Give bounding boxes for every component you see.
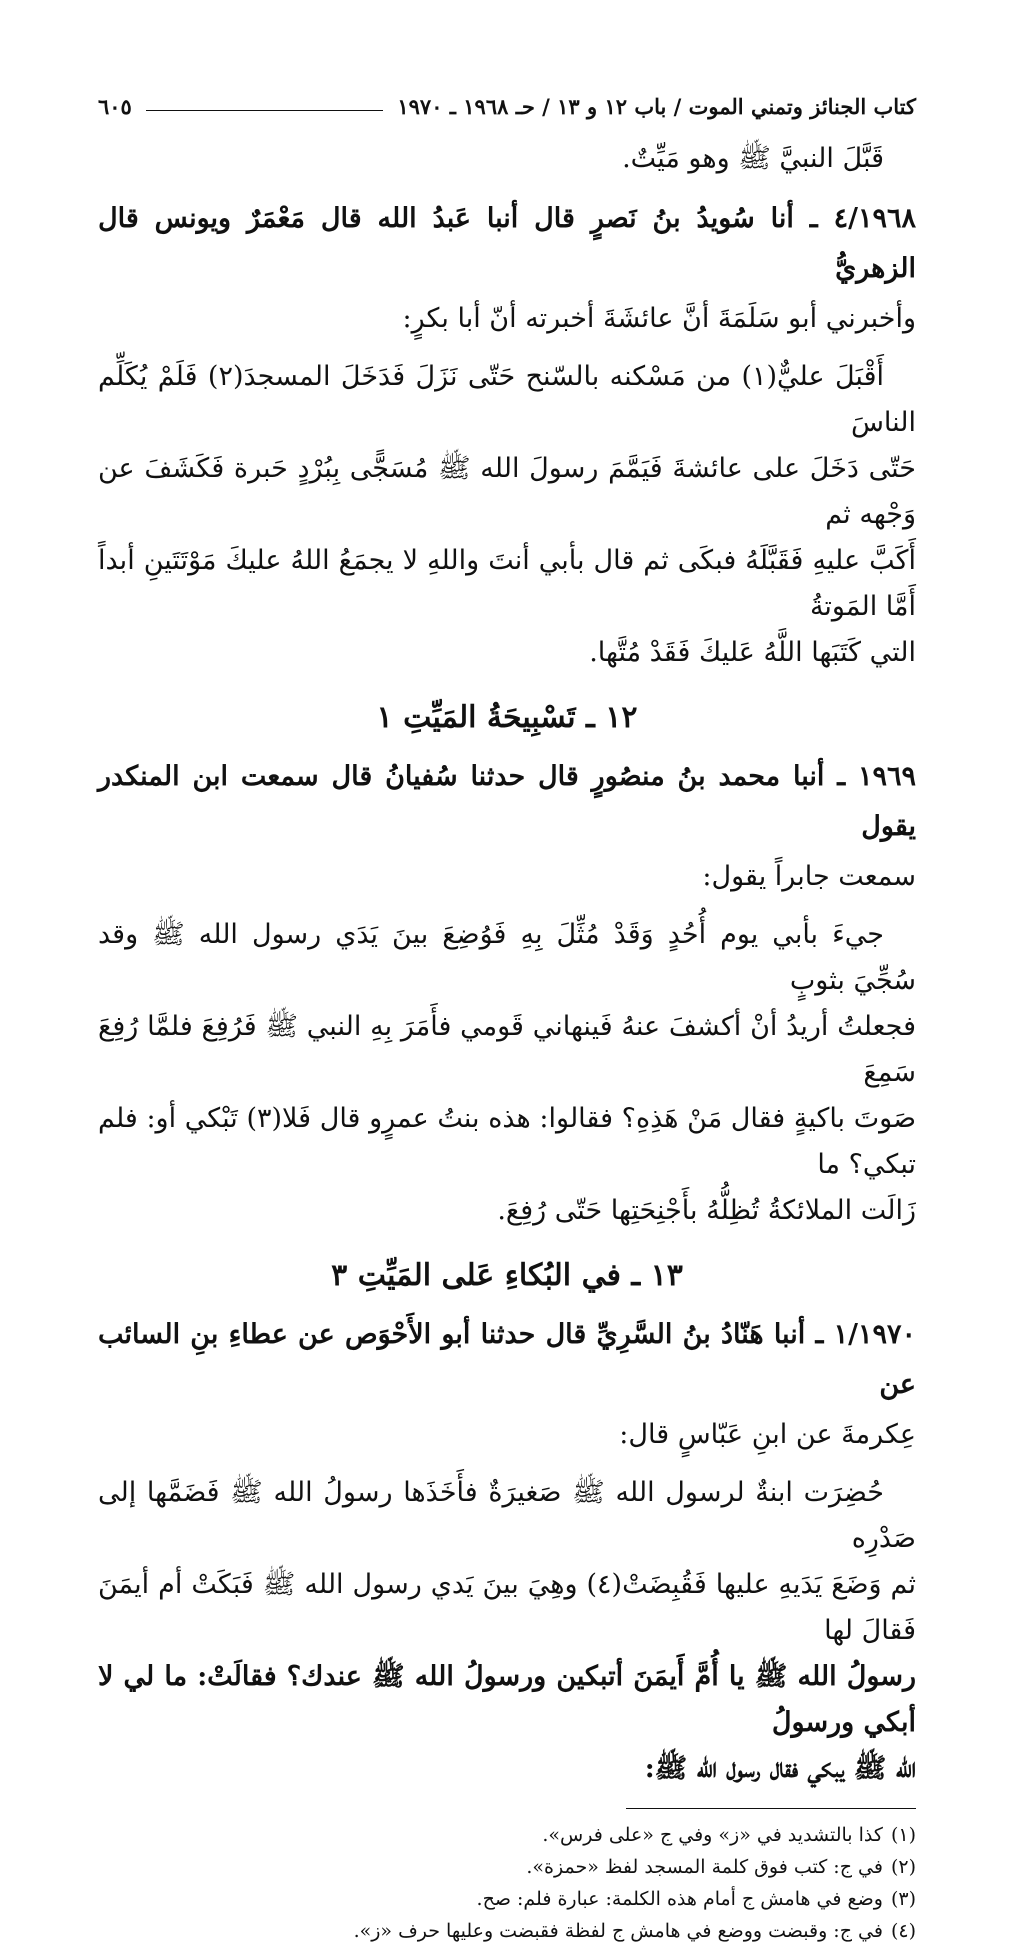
hadith-1968-text	[98, 354, 916, 676]
hadith-1969-text-line: صَوتَ باكيةٍ فقال مَنْ هَذِهِ؟ فقالوا: هذه بنتُ عمرٍو قال فَلا(٣) تَبْكي أو: فلم تبكي؟ ما	[98, 1103, 917, 1180]
hadith-1970-line: عِكرمةَ عن ابنِ عَبّاسٍ قال:	[619, 1419, 916, 1450]
footnote-number: (٢)	[890, 1856, 916, 1878]
hadith-1970-line: ١/١٩٧٠ ـ أنبا هَنّادُ بنُ السَّرِيِّ قال حدثنا أبو الأَحْوَص عن عطاءِ بنِ السائب عن	[98, 1319, 916, 1400]
hadith-1969-text-line: جيءَ بأبي يوم أُحُدٍ وَقَدْ مُثِّلَ بِهِ فَوُضِعَ بينَ يَدَي رسول الله ﷺ وقد سُجِّيَ بثوبٍ	[98, 919, 916, 996]
hadith-1969-line: سمعت جابراً يقول:	[702, 861, 916, 892]
footnote-text: كذا بالتشديد في «ز» وفي ج «على فرس».	[542, 1824, 883, 1846]
hadith-1970-isnad	[98, 1310, 916, 1460]
hadith-1968-text-line: التي كَتَبَها اللَّهُ عَليكَ فَقَدْ مُتَّها.	[589, 637, 916, 668]
hadith-1969-text	[98, 912, 916, 1234]
hadith-1968-line: وأخبرني أبو سَلَمَةَ أنَّ عائشَةَ أخبرته أنّ أبا بكرٍ:	[402, 303, 916, 334]
footnotes	[98, 1819, 916, 1947]
hadith-1969-text-line: فجعلتُ أريدُ أنْ أكشفَ عنهُ فَينهاني قَومي فأَمَرَ بِهِ النبي ﷺ فَرُفِعَ فلمَّا رُفِعَ سَمِعَ	[98, 1011, 916, 1088]
footnote-item	[98, 1851, 916, 1883]
hadith-1968-text-line: حَتّى دَخَلَ على عائشةَ فَيَمَّمَ رسولَ الله ﷺ مُسَجًّى بِبُرْدٍ حَبرة فَكَشَفَ عن وَجْهه ثم	[98, 453, 916, 530]
hadith-1968-line: ٤/١٩٦٨ ـ أنا سُويدُ بنُ نَصرٍ قال أنبا عَبدُ الله قال مَعْمَرٌ ويونس قال الزهريُّ	[98, 203, 916, 284]
footnotes-divider	[626, 1808, 916, 1809]
hadith-1969-text-line: زَالَت الملائكةُ تُظِلُّهُ بأَجْنِحَتِها حَتّى رُفِعَ.	[497, 1195, 916, 1226]
running-header	[98, 88, 916, 124]
running-header-title: كتاب الجنائز وتمني الموت / باب ١٢ و ١٣ / حـ ١٩٦٨ ـ ١٩٧٠	[397, 93, 916, 119]
footnote-text: في ج: وقبضت ووضع في هامش ج لفظة فقبضت وعليها حرف «ز».	[353, 1920, 883, 1942]
chapter-heading-13: ١٣ ـ في البُكاءِ عَلى المَيِّتِ ٣	[331, 1258, 683, 1293]
footnote-text: في ج: كتب فوق كلمة المسجد لفظ «حمزة».	[526, 1856, 883, 1878]
footnote-number: (٣)	[890, 1888, 916, 1910]
footnote-item	[98, 1883, 916, 1915]
hadith-1968-isnad	[98, 194, 916, 344]
header-rule	[146, 110, 384, 111]
footnote-number: (١)	[890, 1824, 916, 1846]
hadith-1970-text-line: الله ﷺ يبكي فقال رسول الله ﷺ:	[644, 1753, 916, 1784]
hadith-1970-text	[98, 1470, 916, 1792]
book-page	[98, 88, 916, 1947]
footnote-item	[98, 1819, 916, 1851]
footnote-text: وضع في هامش ج أمام هذه الكلمة: عبارة فلم: صح.	[476, 1888, 883, 1910]
footnote-number: (٤)	[890, 1920, 916, 1942]
continuation-line: قَبَّلَ النبيَّ ﷺ وهو مَيِّتٌ.	[622, 143, 884, 174]
hadith-1970-text-line: رسولُ الله ﷺ يا أُمَّ أَيمَنَ أتبكين ورسولُ الله ﷺ عندك؟ فقالَتْ: ما لي لا أبكي ورسولُ	[98, 1661, 916, 1738]
chapter-heading-12: ١٢ ـ تَسْبِيحَةُ المَيِّتِ ١	[376, 700, 638, 735]
page-number: ٦٠٥	[98, 93, 132, 119]
hadith-1970-text-line: حُضِرَت ابنةٌ لرسول الله ﷺ صَغيرَةٌ فأَخَذَها رسولُ الله ﷺ فَضَمَّها إلى صَدْرِه	[98, 1477, 916, 1554]
hadith-1968-text-line: أَقْبَلَ عليٌّ(١) من مَسْكنه بالسّنح حَتّى نَزَلَ فَدَخَلَ المسجدَ(٢) فَلَمْ يُكَلِّم الناسَ	[98, 361, 916, 438]
hadith-1969-isnad	[98, 752, 916, 902]
hadith-1970-text-line: ثم وَضَعَ يَدَيهِ عليها فَقُبِضَتْ(٤) وهِيَ بينَ يَدي رسول الله ﷺ فَبَكَتْ أم أيمَنَ فَقالَ لها	[98, 1569, 917, 1646]
hadith-1968-text-line: أَكَبَّ عليهِ فَقَبَّلَهُ فبكَى ثم قال بأبي أنتَ واللهِ لا يجمَعُ اللهُ عليكَ مَوْتَتَينِ أبداً أَمَّا المَوتةُ	[98, 545, 916, 622]
hadith-1969-line: ١٩٦٩ ـ أنبا محمد بنُ منصُورٍ قال حدثنا سُفيانُ قال سمعت ابن المنكدر يقول	[98, 761, 916, 842]
footnote-item	[98, 1915, 916, 1947]
